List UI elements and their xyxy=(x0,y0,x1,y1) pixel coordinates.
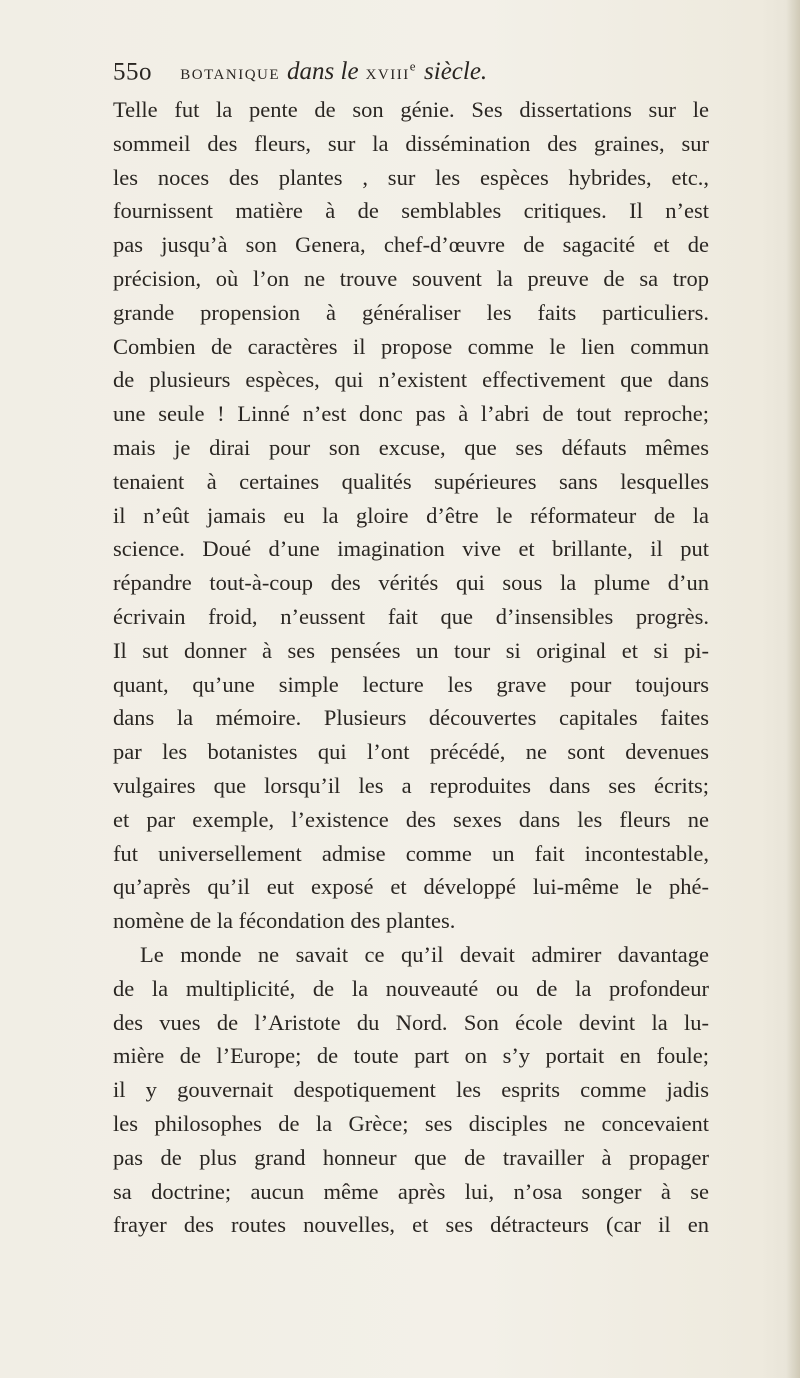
text-line: écrivain froid, n’eussent fait que d’insensibles progrès. xyxy=(113,603,709,629)
text-line: des vues de l’Aristote du Nord. Son école devint la lu- xyxy=(113,1009,709,1035)
running-title-italic-2: siècle. xyxy=(424,58,488,86)
page-edge-shadow xyxy=(786,0,800,1378)
running-title xyxy=(180,59,487,84)
text-line: mière de l’Europe; de toute part on s’y portait en foule; xyxy=(113,1043,709,1069)
text-line: par les botanistes qui l’ont précédé, ne sont devenues xyxy=(113,739,709,765)
paragraph-2 xyxy=(113,938,709,1242)
text-line: de plusieurs espèces, qui n’existent effectivement que dans xyxy=(113,367,709,393)
running-title-caps: botanique xyxy=(180,59,281,85)
text-line: Telle fut la pente de son génie. Ses dissertations sur le xyxy=(113,97,709,122)
text-line: tenaient à certaines qualités supérieures sans lesquelles xyxy=(113,468,709,494)
text-line: qu’après qu’il eut exposé et développé lui-même le phé- xyxy=(113,874,709,900)
text-line: les noces des plantes , sur les espèces hybrides, etc., xyxy=(113,164,709,190)
text-line: il y gouvernait despotiquement les esprits comme jadis xyxy=(113,1077,709,1103)
text-line: Combien de caractères il propose comme le lien commun xyxy=(113,333,709,359)
text-line: vulgaires que lorsqu’il les a reproduites dans ses écrits; xyxy=(113,772,709,798)
text-line: mais je dirai pour son excuse, que ses défauts mêmes xyxy=(113,434,709,460)
text-line: Le monde ne savait ce qu’il devait admirer davantage xyxy=(140,941,709,967)
text-line: pas jusqu’à son Genera, chef-d’œuvre de sagacité et de xyxy=(113,232,709,258)
running-header xyxy=(113,50,713,84)
text-line: une seule ! Linné n’est donc pas à l’abri de tout reproche; xyxy=(113,401,709,427)
text-line: nomène de la fécondation des plantes. xyxy=(113,908,456,934)
running-title-century-sup: e xyxy=(409,59,418,74)
paragraph-1 xyxy=(113,93,709,938)
text-line: précision, où l’on ne trouve souvent la preuve de sa trop xyxy=(113,265,709,291)
text-line: dans la mémoire. Plusieurs découvertes capitales faites xyxy=(113,705,709,731)
page-number: 55o xyxy=(113,58,152,86)
text-line: de la multiplicité, de la nouveauté ou de la profondeur xyxy=(113,975,709,1001)
text-line: les philosophes de la Grèce; ses disciples ne concevaient xyxy=(113,1110,709,1136)
text-line: et par exemple, l’existence des sexes dans les fleurs ne xyxy=(113,806,709,832)
text-line: fut universellement admise comme un fait incontestable, xyxy=(113,840,709,866)
text-line: quant, qu’une simple lecture les grave pour toujours xyxy=(113,671,709,697)
body-text xyxy=(113,93,709,1242)
text-line: grande propension à généraliser les faits particuliers. xyxy=(113,299,709,325)
text-line: science. Doué d’une imagination vive et brillante, il put xyxy=(113,536,709,562)
text-line: sommeil des fleurs, sur la dissémination des graines, sur xyxy=(113,130,709,156)
text-line: pas de plus grand honneur que de travailler à propager xyxy=(113,1144,709,1170)
text-line: Il sut donner à ses pensées un tour si original et si pi- xyxy=(113,637,709,663)
text-line: fournissent matière à de semblables critiques. Il n’est xyxy=(113,198,709,224)
running-title-century: xviii xyxy=(365,59,410,85)
text-line: frayer des routes nouvelles, et ses détracteurs (car il en xyxy=(113,1212,709,1238)
text-line: sa doctrine; aucun même après lui, n’osa songer à se xyxy=(113,1178,709,1204)
running-title-italic-1: dans le xyxy=(287,58,359,86)
text-line: répandre tout-à-coup des vérités qui sous la plume d’un xyxy=(113,570,709,596)
text-line: il n’eût jamais eu la gloire d’être le réformateur de la xyxy=(113,502,709,528)
